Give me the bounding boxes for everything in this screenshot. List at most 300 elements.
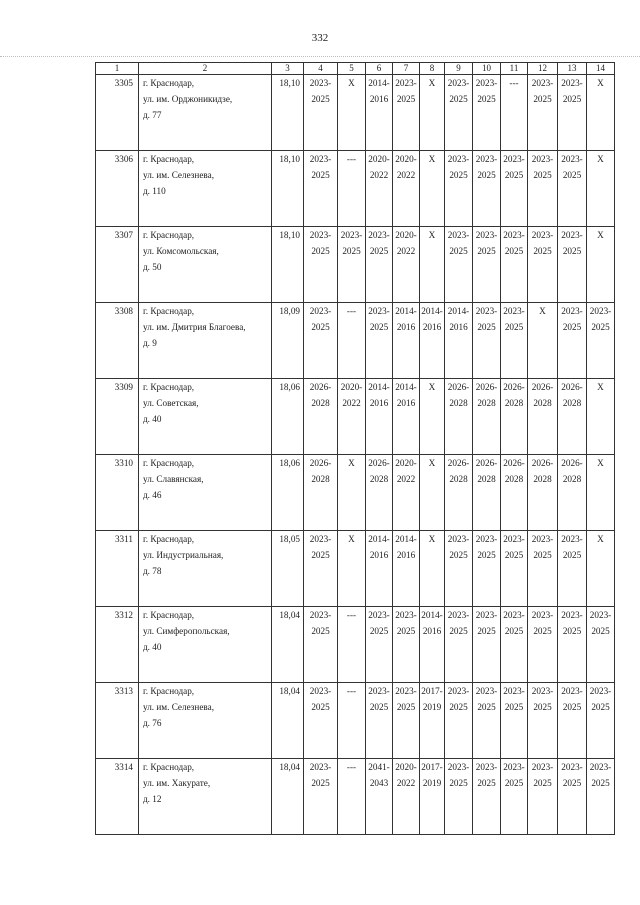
period-cell	[587, 303, 615, 379]
period-cell	[558, 75, 587, 151]
period-text: 2026-	[531, 382, 554, 392]
table-row	[96, 607, 615, 683]
period-cell	[501, 303, 528, 379]
period-text: 2025	[591, 322, 610, 332]
period-text: 2026-	[475, 458, 498, 468]
period-text: 2016	[396, 322, 416, 332]
address-line: д. 40	[143, 642, 162, 652]
period-text: 2028	[449, 474, 468, 484]
address-line: ул. Советская,	[143, 398, 199, 408]
period-text: 2023-	[368, 610, 390, 620]
period-text: X	[428, 534, 436, 544]
period-text: 2025	[533, 170, 552, 180]
period-text: 2023-	[475, 610, 498, 620]
period-text: 2020-	[340, 382, 363, 392]
table-row	[96, 379, 615, 455]
page-number: 332	[311, 32, 329, 44]
period-text: 2025	[504, 778, 524, 788]
period-cell	[528, 227, 558, 303]
period-text: 2023-	[561, 686, 583, 696]
period-text: 2025	[449, 246, 468, 256]
period-text: 2023-	[340, 230, 363, 240]
address-line: ул. им. Орджоникидзе,	[143, 94, 233, 104]
address-cell	[139, 303, 272, 379]
period-cell	[366, 683, 393, 759]
period-text: 2020-	[395, 762, 417, 772]
period-text: 2022	[396, 246, 416, 256]
period-text: 2023-	[447, 78, 470, 88]
period-text: ---	[346, 154, 357, 164]
column-header: 11	[501, 63, 528, 75]
period-text: 2022	[396, 778, 416, 788]
address-line: г. Краснодар,	[143, 458, 195, 468]
period-cell	[420, 607, 445, 683]
period-cell	[473, 455, 501, 531]
period-text: 2025	[533, 778, 552, 788]
address-cell	[139, 531, 272, 607]
table-row	[96, 683, 615, 759]
period-text: 2026-	[447, 382, 470, 392]
period-cell	[528, 759, 558, 835]
period-cell	[338, 683, 366, 759]
period-cell	[445, 607, 473, 683]
address-line: ул. им. Селезнева,	[143, 170, 215, 180]
period-cell	[420, 455, 445, 531]
period-cell	[338, 227, 366, 303]
period-text: 2022	[396, 474, 416, 484]
period-text: 2023-	[589, 306, 612, 316]
period-text: 2025	[591, 778, 610, 788]
period-text: 2023-	[475, 78, 498, 88]
header-row	[96, 63, 615, 75]
period-cell	[338, 151, 366, 227]
period-text: 2016	[449, 322, 468, 332]
period-text: 2014-	[421, 610, 443, 620]
value-cell: 18,06	[272, 379, 304, 455]
column-header: 14	[587, 63, 615, 75]
period-text: 2026-	[475, 382, 498, 392]
period-cell	[587, 531, 615, 607]
period-cell	[473, 75, 501, 151]
period-text: 2025	[396, 94, 416, 104]
period-cell	[587, 151, 615, 227]
period-text: 2023-	[447, 230, 470, 240]
period-text: 2023-	[309, 534, 332, 544]
period-text: 2023-	[561, 78, 583, 88]
period-text: X	[348, 458, 355, 468]
period-cell	[366, 607, 393, 683]
period-cell	[445, 303, 473, 379]
period-text: 2025	[591, 626, 610, 636]
period-cell	[304, 531, 338, 607]
address-cell	[139, 227, 272, 303]
address-line: ул. Славянская,	[143, 474, 204, 484]
period-text: 2023-	[589, 610, 612, 620]
table-row	[96, 75, 615, 151]
period-cell	[393, 607, 420, 683]
row-number: 3305	[96, 75, 139, 151]
row-number: 3311	[96, 531, 139, 607]
address-line: г. Краснодар,	[143, 610, 195, 620]
period-text: 2028	[477, 398, 496, 408]
period-text: 2025	[311, 170, 330, 180]
register-table	[95, 62, 615, 835]
period-text: 2016	[422, 626, 442, 636]
value-cell: 18,04	[272, 759, 304, 835]
period-text: 2023-	[531, 762, 554, 772]
period-text: 2028	[369, 474, 389, 484]
period-text: 2023-	[503, 154, 525, 164]
period-text: 2026-	[503, 458, 525, 468]
period-text: 2023-	[561, 762, 583, 772]
period-text: 2023-	[503, 610, 525, 620]
period-text: 2020-	[395, 458, 417, 468]
period-cell	[304, 303, 338, 379]
period-text: 2023-	[368, 306, 390, 316]
period-text: X	[597, 382, 604, 392]
period-text: 2026-	[309, 382, 332, 392]
period-text: 2028	[504, 398, 524, 408]
period-text: 2025	[449, 702, 468, 712]
period-text: 2022	[342, 398, 361, 408]
period-text: 2025	[504, 246, 524, 256]
period-text: 2025	[591, 702, 610, 712]
period-text: 2025	[533, 94, 552, 104]
period-cell	[528, 379, 558, 455]
period-text: 2025	[562, 702, 582, 712]
period-cell	[445, 151, 473, 227]
value-cell: 18,10	[272, 227, 304, 303]
period-cell	[338, 607, 366, 683]
period-text: X	[597, 154, 604, 164]
row-number: 3313	[96, 683, 139, 759]
period-cell	[528, 151, 558, 227]
period-text: 2043	[369, 778, 389, 788]
period-cell	[473, 379, 501, 455]
period-cell	[501, 607, 528, 683]
period-cell	[304, 759, 338, 835]
period-text: 2023-	[503, 686, 525, 696]
period-cell	[393, 379, 420, 455]
period-cell	[473, 759, 501, 835]
period-text: 2028	[504, 474, 524, 484]
period-text: 2020-	[395, 154, 417, 164]
period-cell	[420, 75, 445, 151]
period-text: 2025	[533, 702, 552, 712]
period-cell	[445, 683, 473, 759]
period-cell	[528, 531, 558, 607]
period-text: 2025	[504, 322, 524, 332]
period-text: 2025	[449, 550, 468, 560]
period-text: 2026-	[561, 382, 583, 392]
address-cell	[139, 75, 272, 151]
period-cell	[587, 227, 615, 303]
period-text: 2025	[562, 322, 582, 332]
period-cell	[304, 151, 338, 227]
address-line: д. 12	[143, 794, 162, 804]
address-line: г. Краснодар,	[143, 686, 195, 696]
period-text: 2023-	[589, 686, 612, 696]
period-text: 2025	[504, 170, 524, 180]
period-cell	[420, 151, 445, 227]
period-text: X	[428, 154, 436, 164]
address-line: г. Краснодар,	[143, 154, 195, 164]
period-text: 2025	[504, 626, 524, 636]
period-cell	[366, 379, 393, 455]
period-text: 2014-	[368, 78, 390, 88]
address-line: д. 46	[143, 490, 162, 500]
address-line: ул. Симферопольская,	[143, 626, 230, 636]
column-header: 1	[96, 63, 139, 75]
period-cell	[528, 75, 558, 151]
period-text: 2020-	[368, 154, 390, 164]
period-text: 2025	[533, 246, 552, 256]
period-cell	[393, 75, 420, 151]
period-cell	[501, 75, 528, 151]
period-text: 2025	[449, 94, 468, 104]
address-line: д. 9	[143, 338, 157, 348]
address-line: д. 50	[143, 262, 162, 272]
period-text: 2023-	[475, 154, 498, 164]
period-text: 2023-	[503, 306, 525, 316]
period-cell	[501, 683, 528, 759]
period-text: 2025	[533, 550, 552, 560]
period-text: 2023-	[503, 762, 525, 772]
period-cell	[473, 303, 501, 379]
period-text: 2020-	[395, 230, 417, 240]
period-text: 2025	[342, 246, 361, 256]
period-text: 2023-	[395, 610, 417, 620]
period-cell	[338, 379, 366, 455]
period-text: 2025	[562, 550, 582, 560]
period-text: 2025	[533, 626, 552, 636]
period-text: 2017-	[421, 762, 443, 772]
period-text: X	[428, 230, 436, 240]
column-header: 12	[528, 63, 558, 75]
address-line: г. Краснодар,	[143, 534, 195, 544]
address-line: д. 40	[143, 414, 162, 424]
period-text: ---	[346, 686, 357, 696]
period-cell	[501, 379, 528, 455]
page-separator	[0, 56, 640, 57]
address-cell	[139, 607, 272, 683]
period-cell	[338, 531, 366, 607]
period-text: 2028	[533, 398, 552, 408]
value-cell: 18,04	[272, 683, 304, 759]
period-cell	[558, 607, 587, 683]
period-text: 2023-	[309, 686, 332, 696]
period-cell	[473, 227, 501, 303]
period-text: 2017-	[421, 686, 443, 696]
column-header: 7	[393, 63, 420, 75]
period-cell	[445, 759, 473, 835]
period-text: 2023-	[561, 534, 583, 544]
period-cell	[366, 151, 393, 227]
address-line: д. 78	[143, 566, 162, 576]
period-cell	[528, 303, 558, 379]
period-text: X	[539, 306, 546, 316]
period-text: 2016	[369, 550, 389, 560]
period-text: X	[597, 78, 604, 88]
period-cell	[587, 75, 615, 151]
period-text: 2028	[562, 398, 582, 408]
period-cell	[420, 531, 445, 607]
period-text: 2023-	[531, 534, 554, 544]
period-cell	[558, 759, 587, 835]
period-text: X	[428, 382, 436, 392]
period-text: ---	[346, 762, 357, 772]
period-text: 2016	[396, 398, 416, 408]
period-text: 2023-	[309, 78, 332, 88]
period-text: 2023-	[531, 154, 554, 164]
period-text: 2025	[504, 702, 524, 712]
period-text: 2016	[396, 550, 416, 560]
table-row	[96, 455, 615, 531]
period-cell	[366, 455, 393, 531]
period-text: 2026-	[368, 458, 390, 468]
period-cell	[338, 759, 366, 835]
period-text: 2023-	[561, 230, 583, 240]
period-text: 2023-	[561, 154, 583, 164]
row-number: 3306	[96, 151, 139, 227]
period-cell	[393, 455, 420, 531]
column-header: 6	[366, 63, 393, 75]
period-text: 2026-	[561, 458, 583, 468]
period-text: ---	[346, 610, 357, 620]
address-cell	[139, 151, 272, 227]
period-cell	[420, 379, 445, 455]
period-text: 2023-	[531, 610, 554, 620]
period-text: 2023-	[475, 762, 498, 772]
period-text: 2022	[396, 170, 416, 180]
period-text: 2023-	[503, 534, 525, 544]
period-text: 2028	[477, 474, 496, 484]
period-text: 2025	[562, 94, 582, 104]
period-text: 2023-	[309, 610, 332, 620]
table-row	[96, 227, 615, 303]
period-text: 2014-	[447, 306, 470, 316]
column-header: 8	[420, 63, 445, 75]
period-cell	[558, 455, 587, 531]
address-line: д. 77	[143, 110, 162, 120]
period-text: 2014-	[368, 534, 390, 544]
period-cell	[528, 683, 558, 759]
period-text: X	[348, 534, 355, 544]
period-text: 2028	[311, 474, 330, 484]
period-text: 2023-	[309, 762, 332, 772]
period-text: 2014-	[395, 382, 417, 392]
period-text: 2025	[477, 626, 496, 636]
period-text: 2023-	[589, 762, 612, 772]
value-cell: 18,09	[272, 303, 304, 379]
address-line: ул. им. Селезнева,	[143, 702, 215, 712]
period-text: 2025	[396, 702, 416, 712]
table-row	[96, 151, 615, 227]
address-line: г. Краснодар,	[143, 306, 195, 316]
period-text: 2023-	[503, 230, 525, 240]
period-cell	[366, 75, 393, 151]
address-cell	[139, 455, 272, 531]
period-text: X	[428, 78, 436, 88]
period-cell	[501, 151, 528, 227]
period-cell	[445, 379, 473, 455]
period-text: 2025	[311, 246, 330, 256]
period-text: 2025	[562, 778, 582, 788]
value-cell: 18,10	[272, 151, 304, 227]
period-text: 2025	[311, 702, 330, 712]
period-text: 2025	[477, 170, 496, 180]
period-cell	[558, 379, 587, 455]
table-row	[96, 531, 615, 607]
address-cell	[139, 683, 272, 759]
period-text: X	[597, 534, 604, 544]
period-text: 2025	[369, 626, 389, 636]
period-cell	[558, 151, 587, 227]
period-text: 2025	[449, 778, 468, 788]
period-cell	[587, 759, 615, 835]
table-row	[96, 303, 615, 379]
period-cell	[501, 455, 528, 531]
row-number: 3307	[96, 227, 139, 303]
value-cell: 18,10	[272, 75, 304, 151]
period-cell	[473, 531, 501, 607]
period-text: 2023-	[475, 230, 498, 240]
period-text: 2025	[396, 626, 416, 636]
row-number: 3312	[96, 607, 139, 683]
period-text: ---	[346, 306, 357, 316]
period-text: 2025	[504, 550, 524, 560]
period-text: 2023-	[531, 686, 554, 696]
period-text: 2025	[562, 170, 582, 180]
period-text: 2025	[477, 702, 496, 712]
period-text: 2028	[311, 398, 330, 408]
value-cell: 18,05	[272, 531, 304, 607]
address-line: д. 76	[143, 718, 162, 728]
period-cell	[528, 607, 558, 683]
period-text: 2025	[369, 702, 389, 712]
period-cell	[473, 151, 501, 227]
period-text: 2025	[369, 246, 389, 256]
period-text: 2016	[369, 94, 389, 104]
period-cell	[366, 531, 393, 607]
period-text: 2023-	[561, 610, 583, 620]
period-cell	[445, 227, 473, 303]
period-cell	[338, 75, 366, 151]
period-text: 2025	[449, 170, 468, 180]
period-text: 2025	[311, 550, 330, 560]
address-line: ул. Комсомольская,	[143, 246, 219, 256]
period-text: 2023-	[447, 686, 470, 696]
period-text: ---	[509, 78, 519, 88]
period-text: 2023-	[447, 610, 470, 620]
period-text: 2023-	[368, 686, 390, 696]
period-cell	[558, 531, 587, 607]
period-cell	[304, 75, 338, 151]
period-cell	[445, 531, 473, 607]
period-cell	[366, 759, 393, 835]
period-text: X	[597, 458, 604, 468]
period-text: 2025	[311, 626, 330, 636]
period-text: 2019	[422, 778, 442, 788]
period-text: 2023-	[531, 230, 554, 240]
period-cell	[558, 683, 587, 759]
period-text: 2026-	[309, 458, 332, 468]
period-text: 2025	[562, 626, 582, 636]
period-text: X	[597, 230, 604, 240]
address-line: г. Краснодар,	[143, 382, 195, 392]
period-text: 2025	[311, 94, 330, 104]
period-cell	[587, 683, 615, 759]
